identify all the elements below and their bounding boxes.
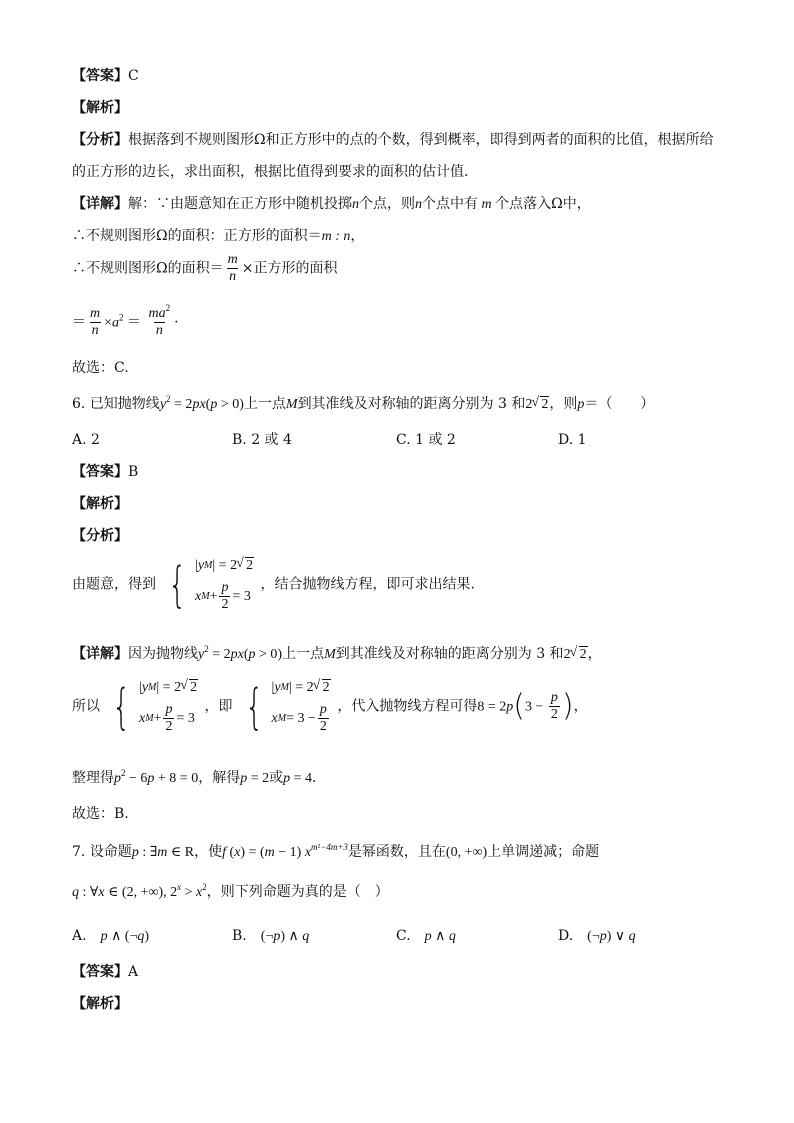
q7-stem-c: 是幂函数，且在 [347, 844, 446, 860]
q5-detail-b: 个点，则 [359, 196, 415, 212]
q7-analysis-line [72, 994, 128, 1014]
q5-fenxi-text2: 的正方形的边长，求出面积，根据比值得到要求的面积的估计值． [72, 164, 478, 180]
answer-label: 【答案】 [72, 464, 128, 480]
q5-detail-a: 解：∵由题意知在正方形中随机投掷 [128, 196, 352, 212]
q6-fenxi-b: ，结合抛物线方程，即可求出结果. [260, 576, 475, 593]
q5-ratio-line: ∴不规则图形Ω的面积：正方形的面积＝m : n， [72, 228, 365, 244]
q6-stem-e: ＝（ ） [584, 396, 655, 412]
q6-stem-c: 到其准线及对称轴的距离分别为 3 和 [297, 396, 526, 412]
q5-detail-d: 个点落入Ω中， [495, 196, 591, 212]
q6-fenxi-a: 由题意，得到 [72, 576, 156, 593]
q5-fenxi-line1 [72, 130, 714, 150]
q6-ji: ，即 [204, 698, 233, 715]
q5-area-line: ∴不规则图形Ω的面积＝ $\frac{m}{n}$ ×正方形的面积 [72, 252, 338, 284]
analysis-label: 【解析】 [72, 996, 128, 1012]
analysis-label: 【解析】 [72, 496, 128, 512]
q6-zhengli-line: 整理得$p^2 - 6p + 8 = 0$，解得p = 2或p = 4． [72, 768, 327, 786]
q6-option-d: D. 1 [558, 432, 587, 448]
q6-option-c: C. 1 或 2 [396, 432, 456, 448]
answer-label: 【答案】 [72, 964, 128, 980]
q6-fenxi-system-line [72, 556, 475, 613]
q5-ratio-formula: m : n [321, 229, 351, 244]
q6-answer-line [72, 462, 138, 482]
q7-stem-line1: 7. 设命题p : ∃m ∈ R，使f (x) = (m − 1) $x^{m^2-4m+3}$是幂函数，且在(0, +∞)上单调递减；命题 [72, 842, 600, 860]
q6-option-a: A. 2 [72, 432, 100, 448]
q6-zhengli-a: 整理得 [72, 770, 114, 786]
q6-fenxi-label-line [72, 526, 128, 546]
q6-answer: B [128, 464, 139, 480]
q7-number: 7. [72, 844, 86, 860]
fenxi-label: 【分析】 [72, 528, 128, 544]
q7-answer: A [128, 964, 139, 980]
q6-system-2: { | y M | = 2 √ 2 x M + $\frac{p}{2}$ = 3 [106, 678, 198, 735]
q6-detail-a: 因为抛物线 [128, 646, 198, 662]
q5-answer-line [72, 66, 139, 86]
q5-area-text-b: ×正方形的面积 [241, 260, 338, 277]
detail-label: 【详解】 [72, 196, 128, 212]
q6-stem-a: 已知抛物线 [89, 396, 160, 412]
q7-option-b: B. (¬p) ∧ q [232, 928, 310, 944]
q5-choose-text: 故选：C. [72, 360, 129, 376]
q6-choose-text: 故选：B. [72, 806, 129, 822]
q6-detail-c: 到其准线及对称轴的距离分别为 3 和 [335, 646, 564, 662]
q7-stem-e: ，则下列命题为真的是（ ） [206, 884, 389, 900]
q5-detail-c: 个点中有 [422, 196, 478, 212]
q5-analysis-line [72, 98, 128, 118]
q6-dairu: ，代入抛物线方程可得 [337, 698, 478, 715]
q6-option-b: B. 2 或 4 [232, 432, 292, 448]
q7-answer-line [72, 962, 138, 982]
analysis-label: 【解析】 [72, 100, 128, 116]
q7-option-c: C. p ∧ q [396, 928, 456, 944]
q6-number: 6. [72, 396, 86, 412]
q7-option-d: D. (¬p) ∨ q [558, 928, 636, 944]
q5-fenxi-line2 [72, 162, 478, 182]
q5-area-result: ＝ $\frac{m}{n}$ $\times a^2$ ＝ $\frac{ma^2}{n}$ · [72, 303, 179, 338]
q6-system-1: { | y M | = 2 √ 2 x M + $\frac{p}{2}$ = 3 [162, 556, 254, 613]
q6-analysis-line [72, 494, 128, 514]
q7-stem-a: 设命题 [89, 844, 132, 860]
fenxi-label: 【分析】 [72, 132, 128, 148]
q6-choose [72, 804, 129, 824]
detail-label: 【详解】 [72, 646, 128, 662]
q6-detail-line: 【详解】因为抛物线$y^2 = 2px(p > 0)$上一点M到其准线及对称轴的距离分别为 3 和2√ 2， [72, 644, 602, 665]
q7-stem-d: 上单调递减；命题 [487, 844, 600, 860]
q5-detail-line: 【详解】解：∵由题意知在正方形中随机投掷n个点，则n个点中有 m 个点落入Ω中， [72, 196, 591, 212]
q5-ratio-text: ∴不规则图形Ω的面积：正方形的面积＝ [72, 228, 322, 244]
q5-answer: C [128, 68, 139, 84]
q5-choose [72, 358, 129, 378]
q7-stem-b: ，使 [194, 844, 223, 860]
q6-system-3: { | y M | = 2 √ 2 x M = 3 − $\frac{p}{2}$ [239, 678, 331, 735]
q7-stem-line2: q : ∀x ∈ (2, +∞), $2^x > x^2$，则下列命题为真的是（ ） [72, 882, 389, 900]
answer-label: 【答案】 [72, 68, 128, 84]
q6-zhengli-b: ，解得 [198, 770, 241, 786]
q6-suoyi-line: 所以 { | y M | = 2 √ 2 x M + $\frac{p}{2}$ = 3 ，即 { | y M | = 2 √ 2 x M = 3 − $\frac{p}{2}$ ，代入抛物线方程可得8 = 2p(3 − $\frac{p}{2}$ )， [72, 678, 588, 735]
q6-detail-b: 上一点 [282, 646, 325, 662]
q6-suoyi: 所以 [72, 698, 100, 715]
q6-detail-d: ， [587, 646, 602, 662]
q6-zhengli-c: 或 [269, 770, 284, 786]
q6-stem-b: 上一点 [243, 396, 286, 412]
q6-stem: 6. 已知抛物线$y^2 = 2px(p > 0)$上一点M到其准线及对称轴的距离分别为 3 和2√ 2，则p＝（ ） [72, 394, 654, 415]
q7-option-a: A. p ∧ (¬q) [72, 928, 150, 944]
q6-stem-d: ，则 [549, 396, 578, 412]
q5-area-text-a: ∴不规则图形Ω的面积＝ [72, 260, 224, 277]
q5-fenxi-text1: 根据落到不规则图形Ω和正方形中的点的个数，得到概率，即得到两者的面积的比值，根据所给 [128, 132, 714, 148]
